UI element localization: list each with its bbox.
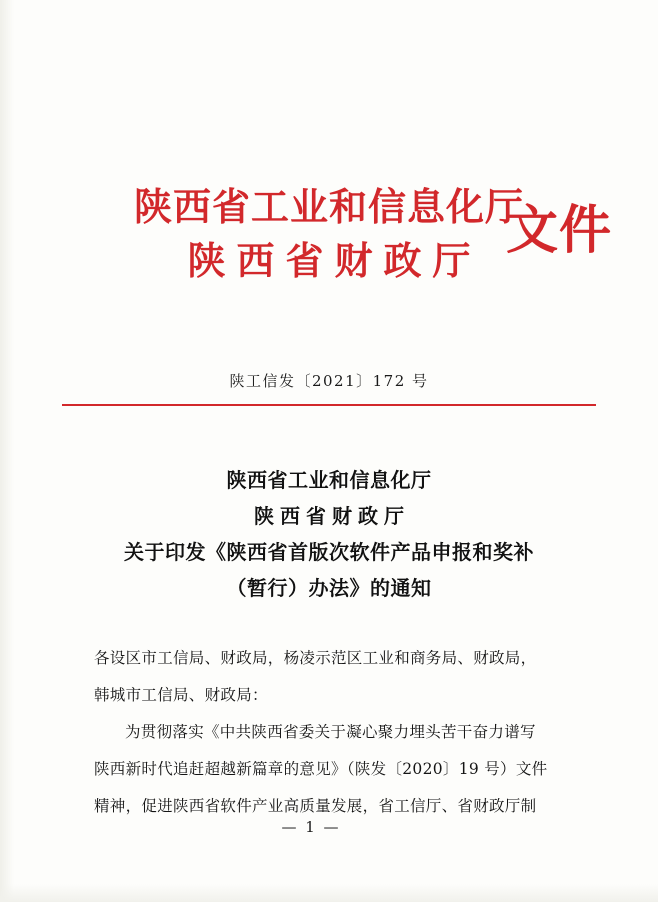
document-body xyxy=(94,640,568,825)
body-line-1: 各设区市工信局、财政局，杨凌示范区工业和商务局、财政局， xyxy=(94,649,537,667)
letterhead-line-2: 陕西省财政厅 xyxy=(187,238,482,283)
letterhead-line-1: 陕西省工业和信息化厅 xyxy=(133,184,524,229)
body-line-5: 精神，促进陕西省软件产业高质量发展，省工信厅、省财政厅制 xyxy=(94,797,537,815)
letterhead-rows xyxy=(133,180,612,288)
red-divider-rule xyxy=(62,404,596,406)
scan-edge-shadow-bottom xyxy=(0,884,658,902)
title-line-4: （暂行）办法》的通知 xyxy=(226,576,432,600)
letterhead-suffix-wenjian: 文件 xyxy=(505,200,612,261)
title-line-3: 关于印发《陕西省首版次软件产品申报和奖补 xyxy=(124,540,534,564)
title-line-1: 陕西省工业和信息化厅 xyxy=(226,468,432,492)
body-line-2: 韩城市工信局、财政局： xyxy=(94,686,268,704)
document-number: 陕工信发〔2021〕172 号 xyxy=(229,372,429,390)
title-line-2: 陕西省财政厅 xyxy=(254,504,410,528)
body-line-4: 陕西新时代追赶超越新篇章的意见》（陕发〔2020〕19 号）文件 xyxy=(94,760,548,778)
body-line-3: 为贯彻落实《中共陕西省委关于凝心聚力埋头苦干奋力谱写 xyxy=(125,723,536,741)
page-number: — 1 — xyxy=(281,818,341,836)
document-title xyxy=(62,462,596,606)
letterhead xyxy=(0,180,658,288)
scan-edge-shadow-left xyxy=(0,0,14,902)
